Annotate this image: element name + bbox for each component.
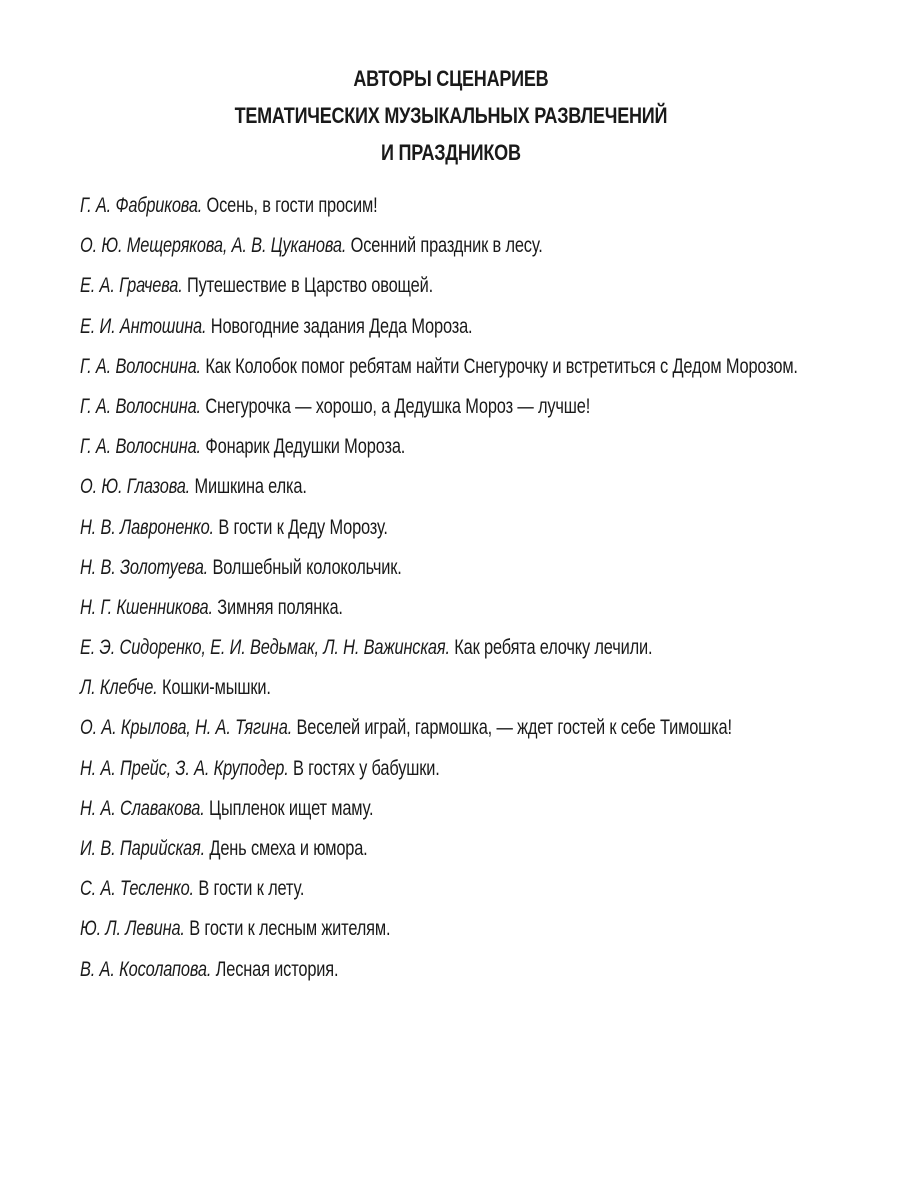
- heading-line-1: АВТОРЫ СЦЕНАРИЕВ: [353, 66, 549, 91]
- entry-author: Е. А. Грачева.: [80, 274, 183, 298]
- entry-title: Волшебный колокольчик.: [208, 555, 402, 579]
- entry-title: Кошки-мышки.: [157, 676, 271, 700]
- heading-line-3: И ПРАЗДНИКОВ: [381, 140, 521, 165]
- list-item: [80, 514, 704, 554]
- entry-title: Зимняя полянка.: [212, 595, 343, 619]
- list-item: [80, 835, 704, 875]
- entry-author: В. А. Косолапова.: [80, 957, 212, 981]
- list-item: [80, 232, 704, 272]
- entry-author: Г. А. Волоснина.: [80, 394, 201, 418]
- list-item: [80, 634, 704, 674]
- entry-author: И. В. Парийская.: [80, 837, 205, 860]
- entry-author: Е. И. Антошина.: [80, 314, 207, 338]
- entry-title: Фонарик Дедушки Мороза.: [200, 435, 406, 459]
- entry-title: Веселей играй, гармошка, — ждет гостей к себе Тимошка!: [292, 716, 732, 740]
- entry-title: Мишкина елка.: [190, 475, 307, 499]
- heading-line-2: ТЕМАТИЧЕСКИХ МУЗЫКАЛЬНЫХ РАЗВЛЕЧЕНИЙ: [234, 103, 668, 128]
- list-item: [80, 473, 704, 513]
- authors-list: [80, 192, 880, 996]
- entry-author: Н. В. Лавроненко.: [80, 515, 214, 539]
- list-item: [80, 192, 704, 232]
- list-item: [80, 755, 704, 795]
- entry-title: В гости к Деду Морозу.: [213, 515, 388, 539]
- entry-author: О. Ю. Мещерякова, А. В. Цуканова.: [80, 234, 347, 258]
- list-item: [80, 714, 732, 754]
- list-item: [80, 313, 704, 353]
- entry-title: Осень, в гости просим!: [202, 194, 378, 217]
- list-item: [80, 674, 704, 714]
- entry-title: В гости к лету.: [193, 877, 305, 901]
- entry-author: Н. В. Золотуева.: [80, 555, 209, 579]
- page-heading: [82, 60, 820, 171]
- entry-title: Цыпленок ищет маму.: [204, 796, 374, 820]
- entry-author: Н. А. Славакова.: [80, 796, 205, 820]
- entry-title: Снегурочка — хорошо, а Дедушка Мороз — лучше!: [200, 394, 591, 418]
- list-item: [80, 272, 704, 312]
- list-item: [80, 795, 704, 835]
- entry-title: Как Колобок помог ребятам найти Снегурочку и встретиться с Дедом Морозом.: [200, 354, 798, 378]
- entry-title: В гостях у бабушки.: [288, 756, 440, 780]
- list-item: [80, 393, 704, 433]
- entry-title: Новогодние задания Деда Мороза.: [206, 314, 473, 338]
- entry-author: Н. А. Прейс, З. А. Круподер.: [80, 756, 289, 780]
- entry-author: О. А. Крылова, Н. А. Тягина.: [80, 716, 293, 740]
- entry-author: Г. А. Волоснина.: [80, 354, 201, 378]
- list-item: [80, 554, 704, 594]
- list-item: [80, 433, 704, 473]
- entry-title: Как ребята елочку лечили.: [449, 636, 653, 660]
- entry-author: О. Ю. Глазова.: [80, 475, 191, 499]
- entry-title: Путешествие в Царство овощей.: [182, 274, 434, 298]
- entry-author: С. А. Тесленко.: [80, 877, 194, 901]
- entry-author: Г. А. Волоснина.: [80, 435, 201, 459]
- entry-author: Е. Э. Сидоренко, Е. И. Ведьмак, Л. Н. Важинская.: [80, 636, 450, 660]
- list-item: [80, 594, 704, 634]
- list-item: [80, 956, 704, 996]
- entry-title: День смеха и юмора.: [204, 837, 368, 860]
- entry-title: В гости к лесным жителям.: [184, 917, 391, 941]
- entry-author: Н. Г. Кшенникова.: [80, 595, 213, 619]
- list-item: [80, 915, 704, 955]
- list-item: [80, 353, 798, 393]
- entry-title: Осенний праздник в лесу.: [346, 234, 543, 258]
- list-item: [80, 875, 704, 915]
- entry-author: Ю. Л. Левина.: [80, 917, 185, 941]
- entry-title: Лесная история.: [211, 957, 339, 981]
- entry-author: Г. А. Фабрикова.: [80, 194, 203, 217]
- entry-author: Л. Клебче.: [80, 676, 158, 700]
